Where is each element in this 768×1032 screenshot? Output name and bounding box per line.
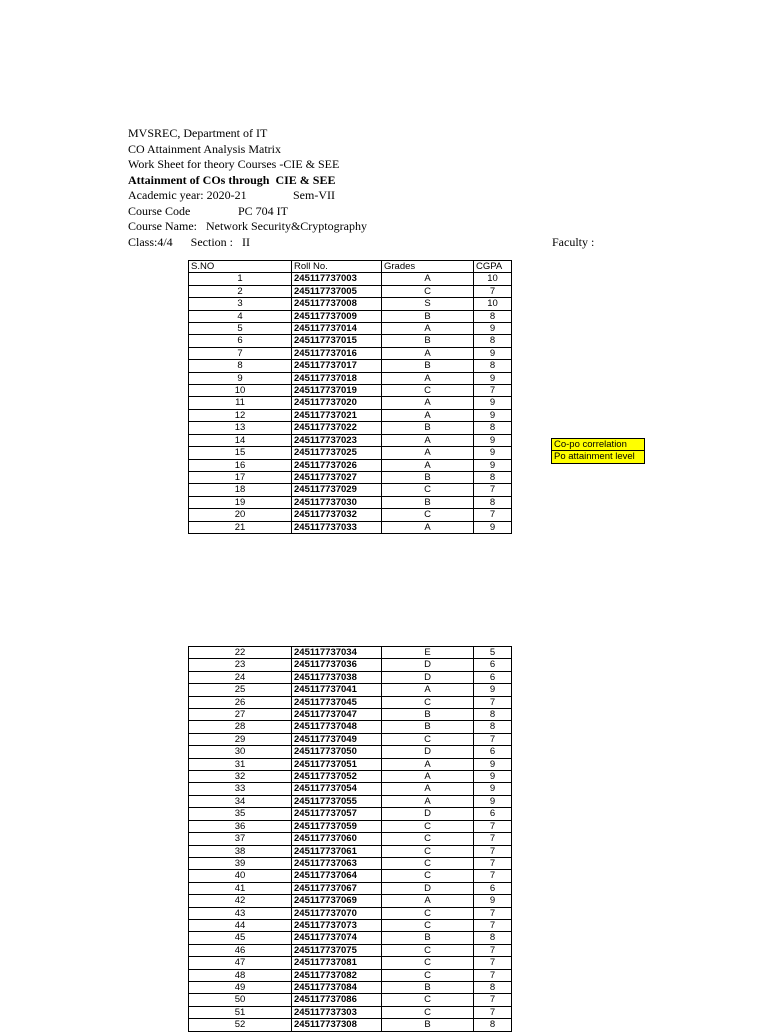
sno-cell: 25 [189,684,292,696]
cgpa-cell: 8 [474,422,512,434]
roll-no-cell: 245117737015 [292,335,382,347]
cgpa-cell: 7 [474,969,512,981]
sno-cell: 27 [189,709,292,721]
cgpa-cell: 6 [474,808,512,820]
roll-no-cell: 245117737041 [292,684,382,696]
table-row [189,459,512,471]
sno-cell: 38 [189,845,292,857]
table-header-row [189,261,512,273]
table-row [189,1019,512,1031]
cgpa-cell: 6 [474,671,512,683]
sno-cell: 19 [189,496,292,508]
roll-no-cell: 245117737030 [292,496,382,508]
sno-cell: 2 [189,285,292,297]
sno-cell: 50 [189,994,292,1006]
grade-cell: S [382,298,474,310]
roll-no-cell: 245117737308 [292,1019,382,1031]
table-row [189,696,512,708]
sno-cell: 46 [189,944,292,956]
cgpa-cell: 8 [474,709,512,721]
cgpa-cell: 8 [474,1019,512,1031]
cgpa-cell: 7 [474,919,512,931]
table-row [189,422,512,434]
table-row [189,285,512,297]
cgpa-cell: 7 [474,820,512,832]
grade-cell: A [382,684,474,696]
roll-no-cell: 245117737303 [292,1006,382,1018]
grade-cell: B [382,422,474,434]
roll-no-cell: 245117737017 [292,360,382,372]
grade-cell: C [382,957,474,969]
semester: Sem-VII [293,188,335,202]
roll-no-cell: 245117737074 [292,932,382,944]
table-row [189,733,512,745]
legend-co-po-correlation: Co-po correlation [552,439,645,451]
grades-table-part2 [188,646,512,1032]
roll-no-cell: 245117737060 [292,833,382,845]
cgpa-cell: 7 [474,484,512,496]
roll-no-cell: 245117737008 [292,298,382,310]
table-row [189,833,512,845]
legend-po-attainment-level: Po attainment level [552,451,645,463]
attainment-title: Attainment of COs through CIE & SEE [128,172,336,187]
cgpa-cell: 6 [474,746,512,758]
roll-no-cell: 245117737009 [292,310,382,322]
roll-no-cell: 245117737070 [292,907,382,919]
cgpa-cell: 10 [474,298,512,310]
sno-cell: 45 [189,932,292,944]
roll-no-cell: 245117737029 [292,484,382,496]
grade-cell: C [382,484,474,496]
roll-no-cell: 245117737084 [292,981,382,993]
sno-cell: 3 [189,298,292,310]
grade-cell: C [382,820,474,832]
grade-cell: C [382,509,474,521]
table-row [189,298,512,310]
table-row [189,932,512,944]
table-row [189,310,512,322]
table-row [189,385,512,397]
cgpa-cell: 7 [474,944,512,956]
cgpa-cell: 8 [474,981,512,993]
sno-cell: 51 [189,1006,292,1018]
cgpa-cell: 9 [474,459,512,471]
grade-cell: C [382,733,474,745]
table-row [189,335,512,347]
grade-cell: B [382,496,474,508]
table-row [189,671,512,683]
sno-cell: 12 [189,409,292,421]
grades-table-part1 [188,260,512,534]
sno-cell: 43 [189,907,292,919]
grade-cell: B [382,1019,474,1031]
cgpa-cell: 7 [474,845,512,857]
sno-cell: 37 [189,833,292,845]
roll-no-cell: 245117737014 [292,323,382,335]
roll-no-cell: 245117737033 [292,521,382,533]
roll-no-cell: 245117737045 [292,696,382,708]
cgpa-cell: 8 [474,496,512,508]
cgpa-cell: 9 [474,795,512,807]
matrix-title: CO Attainment Analysis Matrix [128,141,281,156]
cgpa-cell: 8 [474,360,512,372]
cgpa-cell: 9 [474,397,512,409]
grade-cell: A [382,434,474,446]
class-section: Class:4/4 Section : II [128,234,250,249]
cgpa-cell: 6 [474,882,512,894]
grade-cell: A [382,409,474,421]
table-row [189,957,512,969]
header-grades: Grades [382,261,474,273]
roll-no-cell: 245117737055 [292,795,382,807]
grade-cell: B [382,932,474,944]
header-sno: S.NO [189,261,292,273]
grade-cell: A [382,771,474,783]
table-row [189,273,512,285]
sno-cell: 11 [189,397,292,409]
table-row [189,521,512,533]
table-row [189,647,512,659]
cgpa-cell: 9 [474,895,512,907]
sno-cell: 21 [189,521,292,533]
roll-no-cell: 245117737059 [292,820,382,832]
roll-no-cell: 245117737086 [292,994,382,1006]
grade-cell: C [382,1006,474,1018]
cgpa-cell: 7 [474,285,512,297]
academic-year: Academic year: 2020-21 [128,188,247,202]
cgpa-cell: 8 [474,310,512,322]
table-row [189,758,512,770]
roll-no-cell: 245117737067 [292,882,382,894]
roll-no-cell: 245117737050 [292,746,382,758]
grade-cell: C [382,857,474,869]
grade-cell: C [382,385,474,397]
course-code-label: Course Code [128,203,191,218]
sno-cell: 32 [189,771,292,783]
table-row [189,721,512,733]
grade-cell: B [382,721,474,733]
roll-no-cell: 245117737069 [292,895,382,907]
cgpa-cell: 8 [474,932,512,944]
sno-cell: 30 [189,746,292,758]
grade-cell: A [382,323,474,335]
sno-cell: 33 [189,783,292,795]
roll-no-cell: 245117737032 [292,509,382,521]
roll-no-cell: 245117737019 [292,385,382,397]
table-row [189,447,512,459]
roll-no-cell: 245117737003 [292,273,382,285]
cgpa-cell: 8 [474,471,512,483]
table-row [189,659,512,671]
roll-no-cell: 245117737022 [292,422,382,434]
sno-cell: 44 [189,919,292,931]
roll-no-cell: 245117737081 [292,957,382,969]
sno-cell: 41 [189,882,292,894]
course-code: PC 704 IT [238,204,289,218]
table-row [189,870,512,882]
table-row [189,496,512,508]
sno-cell: 4 [189,310,292,322]
table-row [189,882,512,894]
cgpa-cell: 9 [474,347,512,359]
cgpa-cell: 7 [474,1006,512,1018]
table-row [189,746,512,758]
roll-no-cell: 245117737023 [292,434,382,446]
faculty-label: Faculty : [552,235,595,249]
cgpa-cell: 7 [474,857,512,869]
cgpa-cell: 9 [474,521,512,533]
sno-cell: 5 [189,323,292,335]
sno-cell: 18 [189,484,292,496]
sno-cell: 47 [189,957,292,969]
cgpa-cell: 7 [474,957,512,969]
table-row [189,969,512,981]
roll-no-cell: 245117737057 [292,808,382,820]
table-row [189,981,512,993]
table-row [189,783,512,795]
table-row [189,709,512,721]
grade-cell: B [382,335,474,347]
grade-cell: A [382,521,474,533]
sno-cell: 8 [189,360,292,372]
grade-cell: B [382,981,474,993]
roll-no-cell: 245117737018 [292,372,382,384]
roll-no-cell: 245117737020 [292,397,382,409]
grade-cell: C [382,994,474,1006]
cgpa-cell: 9 [474,409,512,421]
sno-cell: 29 [189,733,292,745]
cgpa-cell: 7 [474,696,512,708]
course-name: Course Name: Network Security&Cryptography [128,219,367,233]
roll-no-cell: 245117737025 [292,447,382,459]
sno-cell: 35 [189,808,292,820]
roll-no-cell: 245117737052 [292,771,382,783]
sno-cell: 20 [189,509,292,521]
institution-line: MVSREC, Department of IT [128,126,268,140]
roll-no-cell: 245117737038 [292,671,382,683]
table-row [189,857,512,869]
cgpa-cell: 9 [474,447,512,459]
grade-cell: A [382,459,474,471]
table-row [189,484,512,496]
cgpa-cell: 7 [474,994,512,1006]
grade-cell: C [382,696,474,708]
cgpa-cell: 7 [474,907,512,919]
roll-no-cell: 245117737082 [292,969,382,981]
grade-cell: A [382,397,474,409]
grade-cell: A [382,447,474,459]
grade-cell: B [382,471,474,483]
roll-no-cell: 245117737047 [292,709,382,721]
grade-cell: D [382,659,474,671]
grade-cell: D [382,746,474,758]
table-row [189,919,512,931]
table-row [189,820,512,832]
cgpa-cell: 9 [474,323,512,335]
roll-no-cell: 245117737049 [292,733,382,745]
sno-cell: 28 [189,721,292,733]
table-row [189,323,512,335]
grade-cell: A [382,895,474,907]
table-row [189,845,512,857]
cgpa-cell: 10 [474,273,512,285]
table-row [189,471,512,483]
legend-box [551,438,645,464]
sno-cell: 36 [189,820,292,832]
cgpa-cell: 9 [474,783,512,795]
header-cgpa: CGPA [474,261,512,273]
sno-cell: 7 [189,347,292,359]
grade-cell: C [382,919,474,931]
grade-cell: C [382,944,474,956]
table-row [189,360,512,372]
grade-cell: A [382,273,474,285]
cgpa-cell: 6 [474,659,512,671]
sno-cell: 16 [189,459,292,471]
sno-cell: 22 [189,647,292,659]
sno-cell: 9 [189,372,292,384]
table-row [189,434,512,446]
cgpa-cell: 8 [474,335,512,347]
sno-cell: 34 [189,795,292,807]
table-row [189,907,512,919]
worksheet-title: Work Sheet for theory Courses -CIE & SEE [128,157,340,171]
cgpa-cell: 7 [474,509,512,521]
grade-cell: A [382,783,474,795]
table-row [189,397,512,409]
cgpa-cell: 8 [474,721,512,733]
grade-cell: B [382,310,474,322]
sno-cell: 6 [189,335,292,347]
grade-cell: D [382,882,474,894]
roll-no-cell: 245117737073 [292,919,382,931]
table-row [189,895,512,907]
sno-cell: 39 [189,857,292,869]
sno-cell: 1 [189,273,292,285]
table-row [189,1006,512,1018]
grade-cell: C [382,833,474,845]
table-row [189,347,512,359]
roll-no-cell: 245117737026 [292,459,382,471]
table-row [189,372,512,384]
grade-cell: C [382,845,474,857]
sno-cell: 48 [189,969,292,981]
roll-no-cell: 245117737021 [292,409,382,421]
roll-no-cell: 245117737034 [292,647,382,659]
sno-cell: 10 [189,385,292,397]
table-row [189,684,512,696]
roll-no-cell: 245117737036 [292,659,382,671]
table-row [189,771,512,783]
header-roll-no: Roll No. [292,261,382,273]
cgpa-cell: 9 [474,684,512,696]
sno-cell: 17 [189,471,292,483]
sno-cell: 13 [189,422,292,434]
cgpa-cell: 9 [474,434,512,446]
cgpa-cell: 9 [474,372,512,384]
sno-cell: 14 [189,434,292,446]
grade-cell: D [382,808,474,820]
sno-cell: 42 [189,895,292,907]
roll-no-cell: 245117737051 [292,758,382,770]
cgpa-cell: 7 [474,870,512,882]
grade-cell: A [382,347,474,359]
sno-cell: 15 [189,447,292,459]
grade-cell: C [382,285,474,297]
table-row [189,994,512,1006]
cgpa-cell: 7 [474,833,512,845]
cgpa-cell: 5 [474,647,512,659]
table-row [189,944,512,956]
grade-cell: D [382,671,474,683]
sno-cell: 40 [189,870,292,882]
roll-no-cell: 245117737075 [292,944,382,956]
grade-cell: A [382,372,474,384]
sno-cell: 31 [189,758,292,770]
table-row [189,808,512,820]
grade-cell: A [382,758,474,770]
sno-cell: 26 [189,696,292,708]
sno-cell: 23 [189,659,292,671]
grade-cell: C [382,870,474,882]
roll-no-cell: 245117737063 [292,857,382,869]
cgpa-cell: 9 [474,771,512,783]
roll-no-cell: 245117737048 [292,721,382,733]
cgpa-cell: 7 [474,733,512,745]
table-row [189,795,512,807]
roll-no-cell: 245117737005 [292,285,382,297]
sno-cell: 52 [189,1019,292,1031]
grade-cell: B [382,709,474,721]
roll-no-cell: 245117737054 [292,783,382,795]
sno-cell: 24 [189,671,292,683]
table-row [189,409,512,421]
roll-no-cell: 245117737064 [292,870,382,882]
roll-no-cell: 245117737027 [292,471,382,483]
cgpa-cell: 9 [474,758,512,770]
roll-no-cell: 245117737061 [292,845,382,857]
roll-no-cell: 245117737016 [292,347,382,359]
grade-cell: B [382,360,474,372]
sno-cell: 49 [189,981,292,993]
table-row [189,509,512,521]
cgpa-cell: 7 [474,385,512,397]
grade-cell: A [382,795,474,807]
grade-cell: C [382,969,474,981]
grade-cell: E [382,647,474,659]
grade-cell: C [382,907,474,919]
